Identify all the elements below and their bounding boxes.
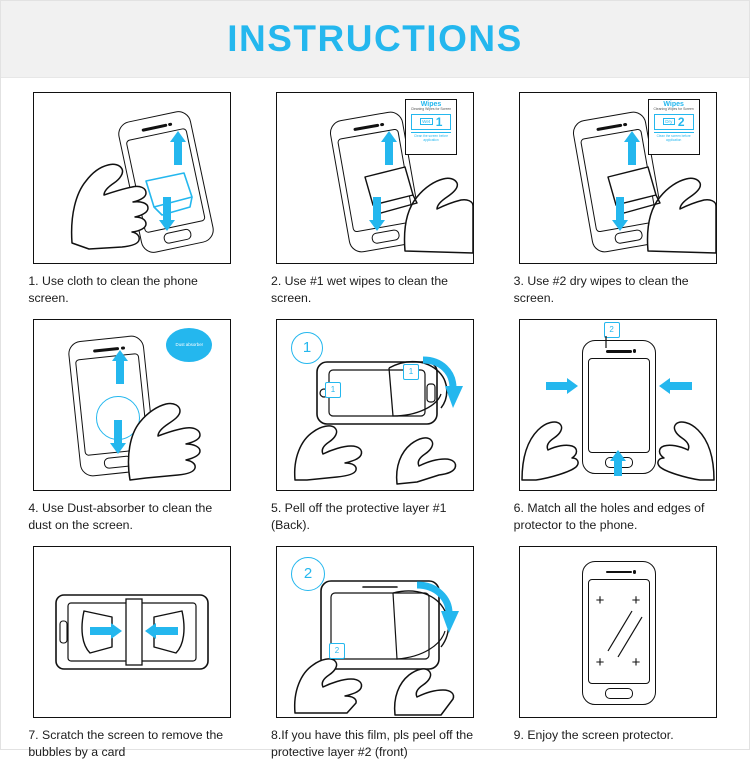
wipe-number: 1: [435, 114, 443, 129]
step-6-caption: 6. Match all the holes and edges of protector to the phone.: [513, 500, 705, 532]
step-7-illustration: [33, 546, 231, 718]
step-5-caption: 5. Pell off the protective layer #1 (Back).: [270, 500, 447, 532]
arrow-down-shaft: [163, 197, 171, 221]
wipe-number: 2: [677, 114, 685, 129]
arrow-up-head: [381, 131, 397, 142]
film-tab-1a: 1: [403, 364, 419, 380]
step-9-illustration: [519, 546, 717, 718]
arrow-up-head: [624, 131, 640, 142]
step-6: [504, 319, 731, 544]
steps-grid: [1, 78, 749, 771]
step-4-caption: 4. Use Dust-absorber to clean the dust on the screen.: [28, 500, 213, 532]
wipe-package-title: Wipes: [420, 101, 442, 108]
step-2-illustration: [276, 92, 474, 264]
film-tab-1b: 1: [325, 382, 341, 398]
step-5-illustration: [276, 319, 474, 491]
arrow-down-head: [159, 220, 175, 231]
step-3: [504, 92, 731, 317]
arrow-left-shaft: [156, 627, 178, 635]
arrow-up-head-bottom: [610, 450, 626, 461]
arrow-up-shaft: [628, 141, 636, 165]
arrow-up-shaft: [116, 360, 124, 384]
step-9-caption: 9. Enjoy the screen protector.: [513, 727, 674, 742]
film-tab-2: 2: [604, 322, 620, 338]
arrow-left-head: [145, 623, 156, 639]
arrow-up-shaft-bottom: [614, 460, 622, 476]
arrow-right-shaft: [546, 382, 568, 390]
step-4: [19, 319, 246, 544]
sparkle-plus-top-left: +: [595, 591, 605, 609]
hand-and-wipe-drawing: [277, 93, 473, 263]
step-1: [19, 92, 246, 317]
wipe-package-footer: Clean the screen before application: [654, 132, 694, 142]
hand-and-wipe-drawing: [520, 93, 716, 263]
step-2-caption: 2. Use #1 wet wipes to clean the screen.: [270, 274, 449, 305]
arrow-left-shaft: [670, 382, 692, 390]
wipe-package-title: Wipes: [663, 101, 684, 108]
step-3-illustration: [519, 92, 717, 264]
arrow-up-shaft: [174, 141, 182, 165]
step-8: [262, 546, 489, 771]
arrow-up-shaft: [385, 141, 393, 165]
step-5: [262, 319, 489, 544]
arrow-down-shaft: [114, 420, 122, 444]
arrow-down-head: [110, 443, 126, 454]
scratch-card-drawing: [34, 547, 230, 717]
wipe-type-tag: Dry: [663, 118, 675, 125]
arrow-up-head: [112, 350, 128, 361]
arrow-left-head: [659, 378, 670, 394]
shine-lines: [520, 547, 716, 717]
arrow-down-shaft: [373, 197, 381, 221]
arrow-right-head: [111, 623, 122, 639]
wipe-package-subtitle: Cleaning Wipes for Screen: [410, 107, 452, 111]
sparkle-plus-bottom-left: +: [595, 653, 605, 671]
step-3-caption: 3. Use #2 dry wipes to clean the screen.: [513, 274, 689, 305]
arrow-right-shaft: [90, 627, 112, 635]
arrow-down-head: [369, 220, 385, 231]
hand-drawing: [34, 320, 230, 490]
film-tab-2: 2: [329, 643, 345, 659]
sparkle-plus-bottom-right: +: [631, 653, 641, 671]
step-8-illustration: [276, 546, 474, 718]
layer-badge-2: 2: [291, 557, 325, 591]
dust-absorber-sticker: Dust absorber: [166, 328, 212, 362]
step-7: [19, 546, 246, 771]
step-9: [504, 546, 731, 771]
page-header: [1, 1, 749, 78]
peel-back-drawing: [277, 320, 473, 490]
step-2: [262, 92, 489, 317]
page-title: INSTRUCTIONS: [227, 18, 523, 59]
wipe-package-subtitle: Cleaning Wipes for Screen: [653, 107, 694, 111]
step-1-illustration: [33, 92, 231, 264]
step-7-caption: 7. Scratch the screen to remove the bubbles by a card: [28, 727, 224, 759]
layer-badge-1: 1: [291, 332, 323, 364]
sparkle-plus-top-right: +: [631, 591, 641, 609]
wipe-type-tag: Wet: [420, 118, 433, 125]
step-1-caption: 1. Use cloth to clean the phone screen.: [28, 274, 198, 305]
hand-and-cloth-drawing: [34, 93, 230, 263]
arrow-right-head: [567, 378, 578, 394]
wipe-package-footer: Clean the screen before application: [411, 132, 451, 142]
step-8-caption: 8.If you have this film, pls peel off the protective layer #2 (front): [270, 727, 474, 759]
step-4-illustration: [33, 319, 231, 491]
arrow-down-head: [612, 220, 628, 231]
arrow-down-shaft: [616, 197, 624, 221]
peel-front-drawing: [277, 547, 473, 717]
step-6-illustration: [519, 319, 717, 491]
arrow-up-head: [170, 131, 186, 142]
